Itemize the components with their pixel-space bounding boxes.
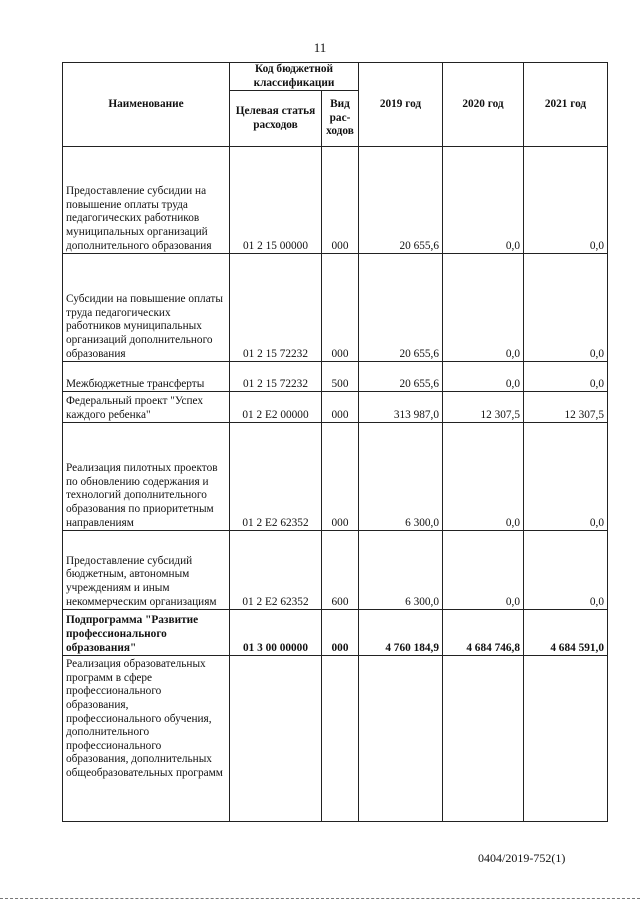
row-2020 — [443, 656, 524, 822]
row-2019: 20 655,6 — [359, 147, 443, 254]
row-2019: 4 760 184,9 — [359, 610, 443, 656]
row-2020: 4 684 746,8 — [443, 610, 524, 656]
row-2020: 0,0 — [443, 254, 524, 362]
row-name: Межбюджетные трансферты — [63, 362, 230, 392]
row-expense-kind: 500 — [322, 362, 359, 392]
row-2020: 0,0 — [443, 531, 524, 610]
row-target-article: 01 2 15 00000 — [230, 147, 322, 254]
table-row — [63, 656, 608, 822]
row-expense-kind: 000 — [322, 392, 359, 423]
table-header — [63, 63, 608, 147]
row-2021: 0,0 — [524, 254, 608, 362]
bottom-divider — [0, 898, 640, 899]
row-name: Федеральный проект "Успех каждого ребенка" — [63, 392, 230, 423]
row-name: Реализация образовательных программ в сфере профессионального образования, профессионального обучения, дополнительного профессионального образования, дополнительных общеобразовательных программ — [63, 656, 230, 822]
row-target-article: 01 2 15 72232 — [230, 254, 322, 362]
row-name: Субсидии на повышение оплаты труда педагогических работников муниципальных организаций дополнительного образования — [63, 254, 230, 362]
header-name: Наименование — [63, 63, 230, 147]
row-expense-kind: 600 — [322, 531, 359, 610]
row-2021 — [524, 656, 608, 822]
table-row — [63, 392, 608, 423]
table-row — [63, 531, 608, 610]
row-target-article: 01 2 Е2 62352 — [230, 531, 322, 610]
row-2020: 0,0 — [443, 147, 524, 254]
row-target-article: 01 2 Е2 00000 — [230, 392, 322, 423]
header-expense-kind: Вид рас-ходов — [322, 91, 359, 147]
page-number: 11 — [313, 40, 327, 55]
row-expense-kind: 000 — [322, 147, 359, 254]
row-2019: 20 655,6 — [359, 254, 443, 362]
table-row — [63, 423, 608, 531]
row-target-article: 01 2 Е2 62352 — [230, 423, 322, 531]
row-2019: 6 300,0 — [359, 423, 443, 531]
row-2019 — [359, 656, 443, 822]
table-body — [63, 147, 608, 822]
header-2021: 2021 год — [524, 63, 608, 147]
row-expense-kind: 000 — [322, 423, 359, 531]
header-budget-code-group: Код бюджетной классификации — [230, 63, 359, 91]
row-name: Предоставление субсидий бюджетным, автономным учреждениям и иным некоммерческим организациям — [63, 531, 230, 610]
document-code: 0404/2019-752(1) — [478, 851, 566, 865]
row-target-article: 01 3 00 00000 — [230, 610, 322, 656]
budget-table — [62, 62, 608, 822]
row-name: Реализация пилотных проектов по обновлению содержания и технологий дополнительного образования по приоритетным направлениям — [63, 423, 230, 531]
row-target-article — [230, 656, 322, 822]
row-2021: 0,0 — [524, 362, 608, 392]
row-2019: 6 300,0 — [359, 531, 443, 610]
table-row — [63, 362, 608, 392]
row-2019: 20 655,6 — [359, 362, 443, 392]
row-2019: 313 987,0 — [359, 392, 443, 423]
row-2021: 0,0 — [524, 423, 608, 531]
row-2021: 12 307,5 — [524, 392, 608, 423]
header-target-article: Целевая статья расходов — [230, 91, 322, 147]
header-2019: 2019 год — [359, 63, 443, 147]
row-2021: 0,0 — [524, 531, 608, 610]
table-row — [63, 147, 608, 254]
row-target-article: 01 2 15 72232 — [230, 362, 322, 392]
row-name: Предоставление субсидии на повышение оплаты труда педагогических работников муниципальных организаций дополнительного образования — [63, 147, 230, 254]
row-expense-kind: 000 — [322, 254, 359, 362]
row-2021: 4 684 591,0 — [524, 610, 608, 656]
row-2020: 0,0 — [443, 423, 524, 531]
row-name: Подпрограмма "Развитие профессионального образования" — [63, 610, 230, 656]
header-2020: 2020 год — [443, 63, 524, 147]
row-expense-kind — [322, 656, 359, 822]
table-row — [63, 254, 608, 362]
row-expense-kind: 000 — [322, 610, 359, 656]
row-2020: 12 307,5 — [443, 392, 524, 423]
row-2021: 0,0 — [524, 147, 608, 254]
row-2020: 0,0 — [443, 362, 524, 392]
table-row-subprogram — [63, 610, 608, 656]
